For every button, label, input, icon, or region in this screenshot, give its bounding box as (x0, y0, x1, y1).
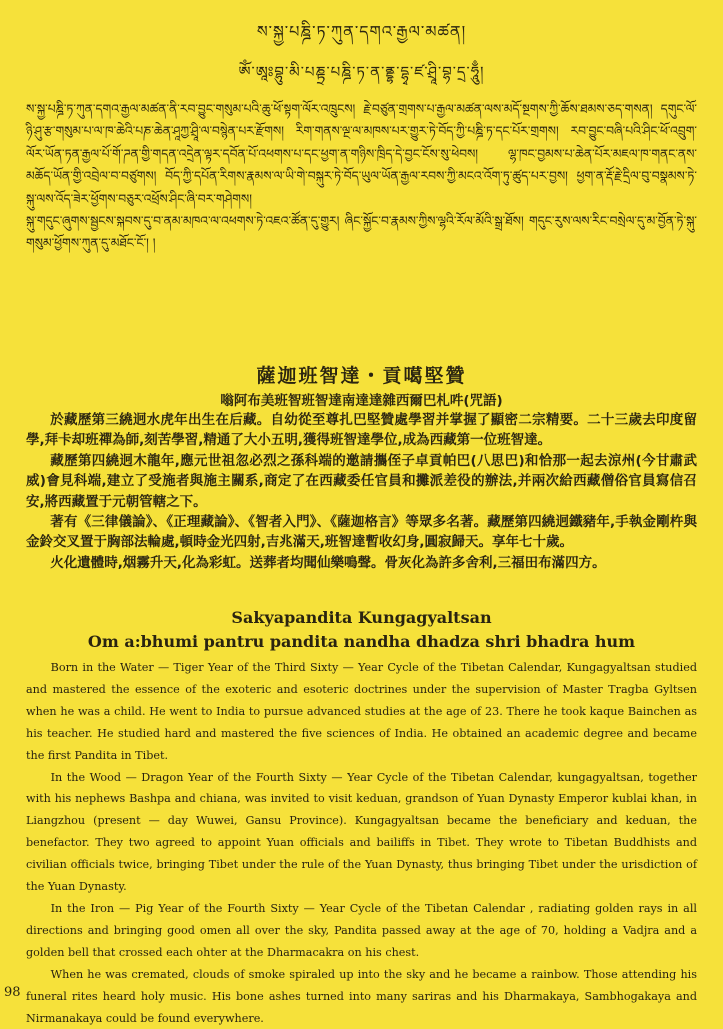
english-paragraph: Born in the Water — Tiger Year of the Third Sixty — Year Cycle of the Tibetan Calendar, Kungagyaltsan studied and mastered the essence of the exoteric and esoteric doctrines under the supervision of Master Tragba Gyltsen when he was a child. He went to India to pursue advanced studies at the age of 23. There he took kaque Bainchen as his teacher. He studied hard and mastered the five sciences of India. He obtained an academic degree and became the first Pandita in Tibet. (26, 661, 697, 762)
tibetan-title: ས་སྐྱ་པཎྜི་ཏ་ཀུན་དགའ་རྒྱལ་མཚན། (256, 22, 467, 41)
chinese-subtitle: 嗡阿布美班智班智達南達達雜西爾巴札吽(咒語) (220, 393, 503, 409)
english-paragraph: In the Wood — Dragon Year of the Fourth Sixty — Year Cycle of the Tibetan Calendar, kungagyaltsan, together with his nephews Bashpa and chiana, was invited to visit keduan, grandson of Yuan Dynasty Emperor kublai khan, in Liangzhou (present — day Wuwei, Gansu Province). Kungagyaltsan became the beneficiary and keduan, the benefactor. They two agreed to appoint Yuan officials and bailiffs in Tibet. They wrote to Tibetan Buddhists and civilian officials twice, bringing Tibet under the rule of the Yuan Dynasty, thus bringing Tibet under the urisdiction of the Yuan Dynasty. (26, 770, 697, 894)
chinese-paragraph: 火化遺體時,烟霧升天,化為彩虹。送葬者均聞仙樂鳴聲。骨灰化為許多舍利,三福田布滿四方。 (50, 554, 606, 571)
tibetan-body (26, 98, 697, 255)
tibetan-mantra: ཨོཾ་ཨཱཿབྷུ་མི་པཎྟྲ་པཎྜི་ཏ་ན་ནྡྷ་དྷྭ་ཛ་ཤྲཱི་བྷ་དྲ་ཧཱུྃ། (238, 63, 485, 81)
chinese-paragraph: 著有《三律儀論》、《正理藏論》、《智者入門》、《薩迦格言》等眾多名著。藏歷第四繞迥鐵豬年,手執金剛杵與金鈴交叉置于胸部法輪處,頓時金光四射,吉兆滿天,班智達暫收幻身,圓寂歸天。享年七十歲。 (26, 514, 697, 551)
english-body (26, 657, 697, 1029)
chinese-paragraph: 藏歷第四繞迥木龍年,應元世祖忽必烈之孫科端的邀請攜侄子卓貢帕巴(八思巴)和恰那一起去涼州(今甘肅武威)會見科端,建立了受施者與施主關系,商定了在西藏委任官員和攤派差役的辦法,并兩次給西藏僧俗官員寫信召安,將西藏置于元朝管轄之下。 (26, 452, 697, 510)
english-paragraph: When he was cremated, clouds of smoke spiraled up into the sky and he became a rainbow. Those attending his funeral rites heard holy music. His bone ashes turned into many sariras and his Dharmakaya, Sambhogakaya and Nirmanakaya could be found everywhere. (26, 967, 697, 1025)
chinese-body (26, 410, 697, 573)
english-title: Sakyapandita Kungagyaltsan (231, 608, 492, 627)
chinese-paragraph: 於藏歷第三繞迥水虎年出生在后藏。自幼從至尊扎巴堅贊處學習并掌握了顯密二宗精要。二十三歲去印度留學,拜卡却班禪為師,刻苦學習,精通了大小五明,獲得班智達學位,成為西藏第一位班智達。 (26, 412, 697, 449)
english-mantra: Om a:bhumi pantru pandita nandha dhadza shri bhadra hum (87, 632, 636, 651)
tibetan-paragraph: ས་སྐྱ་པཎྜི་ཏ་ཀུན་དགའ་རྒྱལ་མཚན་ནི་རབ་བྱུང་གསུམ་པའི་ཆུ་ཕོ་སྟག་ལོར་འཁྲུངས། རྗེ་བཙུན་གྲགས་པ་རྒྱལ་མཚན་ལས་མདོ་སྔགས་ཀྱི་ཆོས་ཐམས་ཅད་གསན། དགུང་ལོ་ཉི་ཤུ་རྩ་གསུམ་པ་ལ་ཁ་ཆེའི་པཎ་ཆེན་ཤཱཀྱ་ཤྲཱི་ལ་བསྙེན་པར་རྫོགས། རིག་གནས་ལྔ་ལ་མཁས་པར་གྱུར་ཏེ་བོད་ཀྱི་པཎྜི་ཏ་དང་པོར་གྲགས། རབ་བྱུང་བཞི་པའི་ཤིང་ཕོ་འབྲུག་ལོར་ཡོན་ཏན་རྒྱལ་པོ་གོ་ཌན་གྱི་གདན་འདྲེན་ལྟར་དབོན་པོ་འཕགས་པ་དང་ཕྱག་ན་གཉིས་ཁྲིད་དེ་བྱང་ངོས་སུ་ཕེབས། ལྷ་ཁང་བྱམས་པ་ཆེན་པོར་མཇལ་ཁ་གནང་ནས་མཆོད་ཡོན་གྱི་འབྲེལ་བ་བཙུགས། བོད་ཀྱི་དཔོན་རིགས་རྣམས་ལ་ཡི་གེ་བསྐུར་ཏེ་བོད་ཡུལ་ཡོན་རྒྱལ་རབས་ཀྱི་མངའ་འོག་ཏུ་ཚུད་པར་བྱས། ཕྱག་ན་རྡོ་རྗེ་དྲིལ་བུ་བསྣམས་ཏེ་སྐུ་ལས་འོད་ཟེར་ཕྱོགས་བཅུར་འཕྲོས་ཤིང་ཞི་བར་གཤེགས། (26, 102, 697, 206)
english-paragraph: In the Iron — Pig Year of the Fourth Sixty — Year Cycle of the Tibetan Calendar , radiating golden rays in all directions and bringing good omen all over the sky, Pandita passed away at the age of 70, holding a Vadjra and a golden bell that crossed each ohter at the Dharmacakra on his chest. (26, 901, 697, 959)
tibetan-paragraph: སྐུ་གདུང་ཞུགས་སྦྱངས་སྐབས་དུ་བ་ནམ་མཁའ་ལ་འཕགས་ཏེ་འཇའ་ཚོན་དུ་གྱུར། ཞིང་སྐྱོང་བ་རྣམས་ཀྱིས་ལྷའི་རོལ་མོའི་སྒྲ་ཐོས། གདུང་རུས་ལས་རིང་བསྲེལ་དུ་མ་བྱོན་ཏེ་སྐུ་གསུམ་ཕྱོགས་ཀུན་དུ་མཐོང་ངོ་། ། (26, 214, 697, 251)
chinese-title: 薩迦班智達・貢噶堅贊 (256, 365, 467, 387)
page-number: 98 (4, 985, 21, 1000)
